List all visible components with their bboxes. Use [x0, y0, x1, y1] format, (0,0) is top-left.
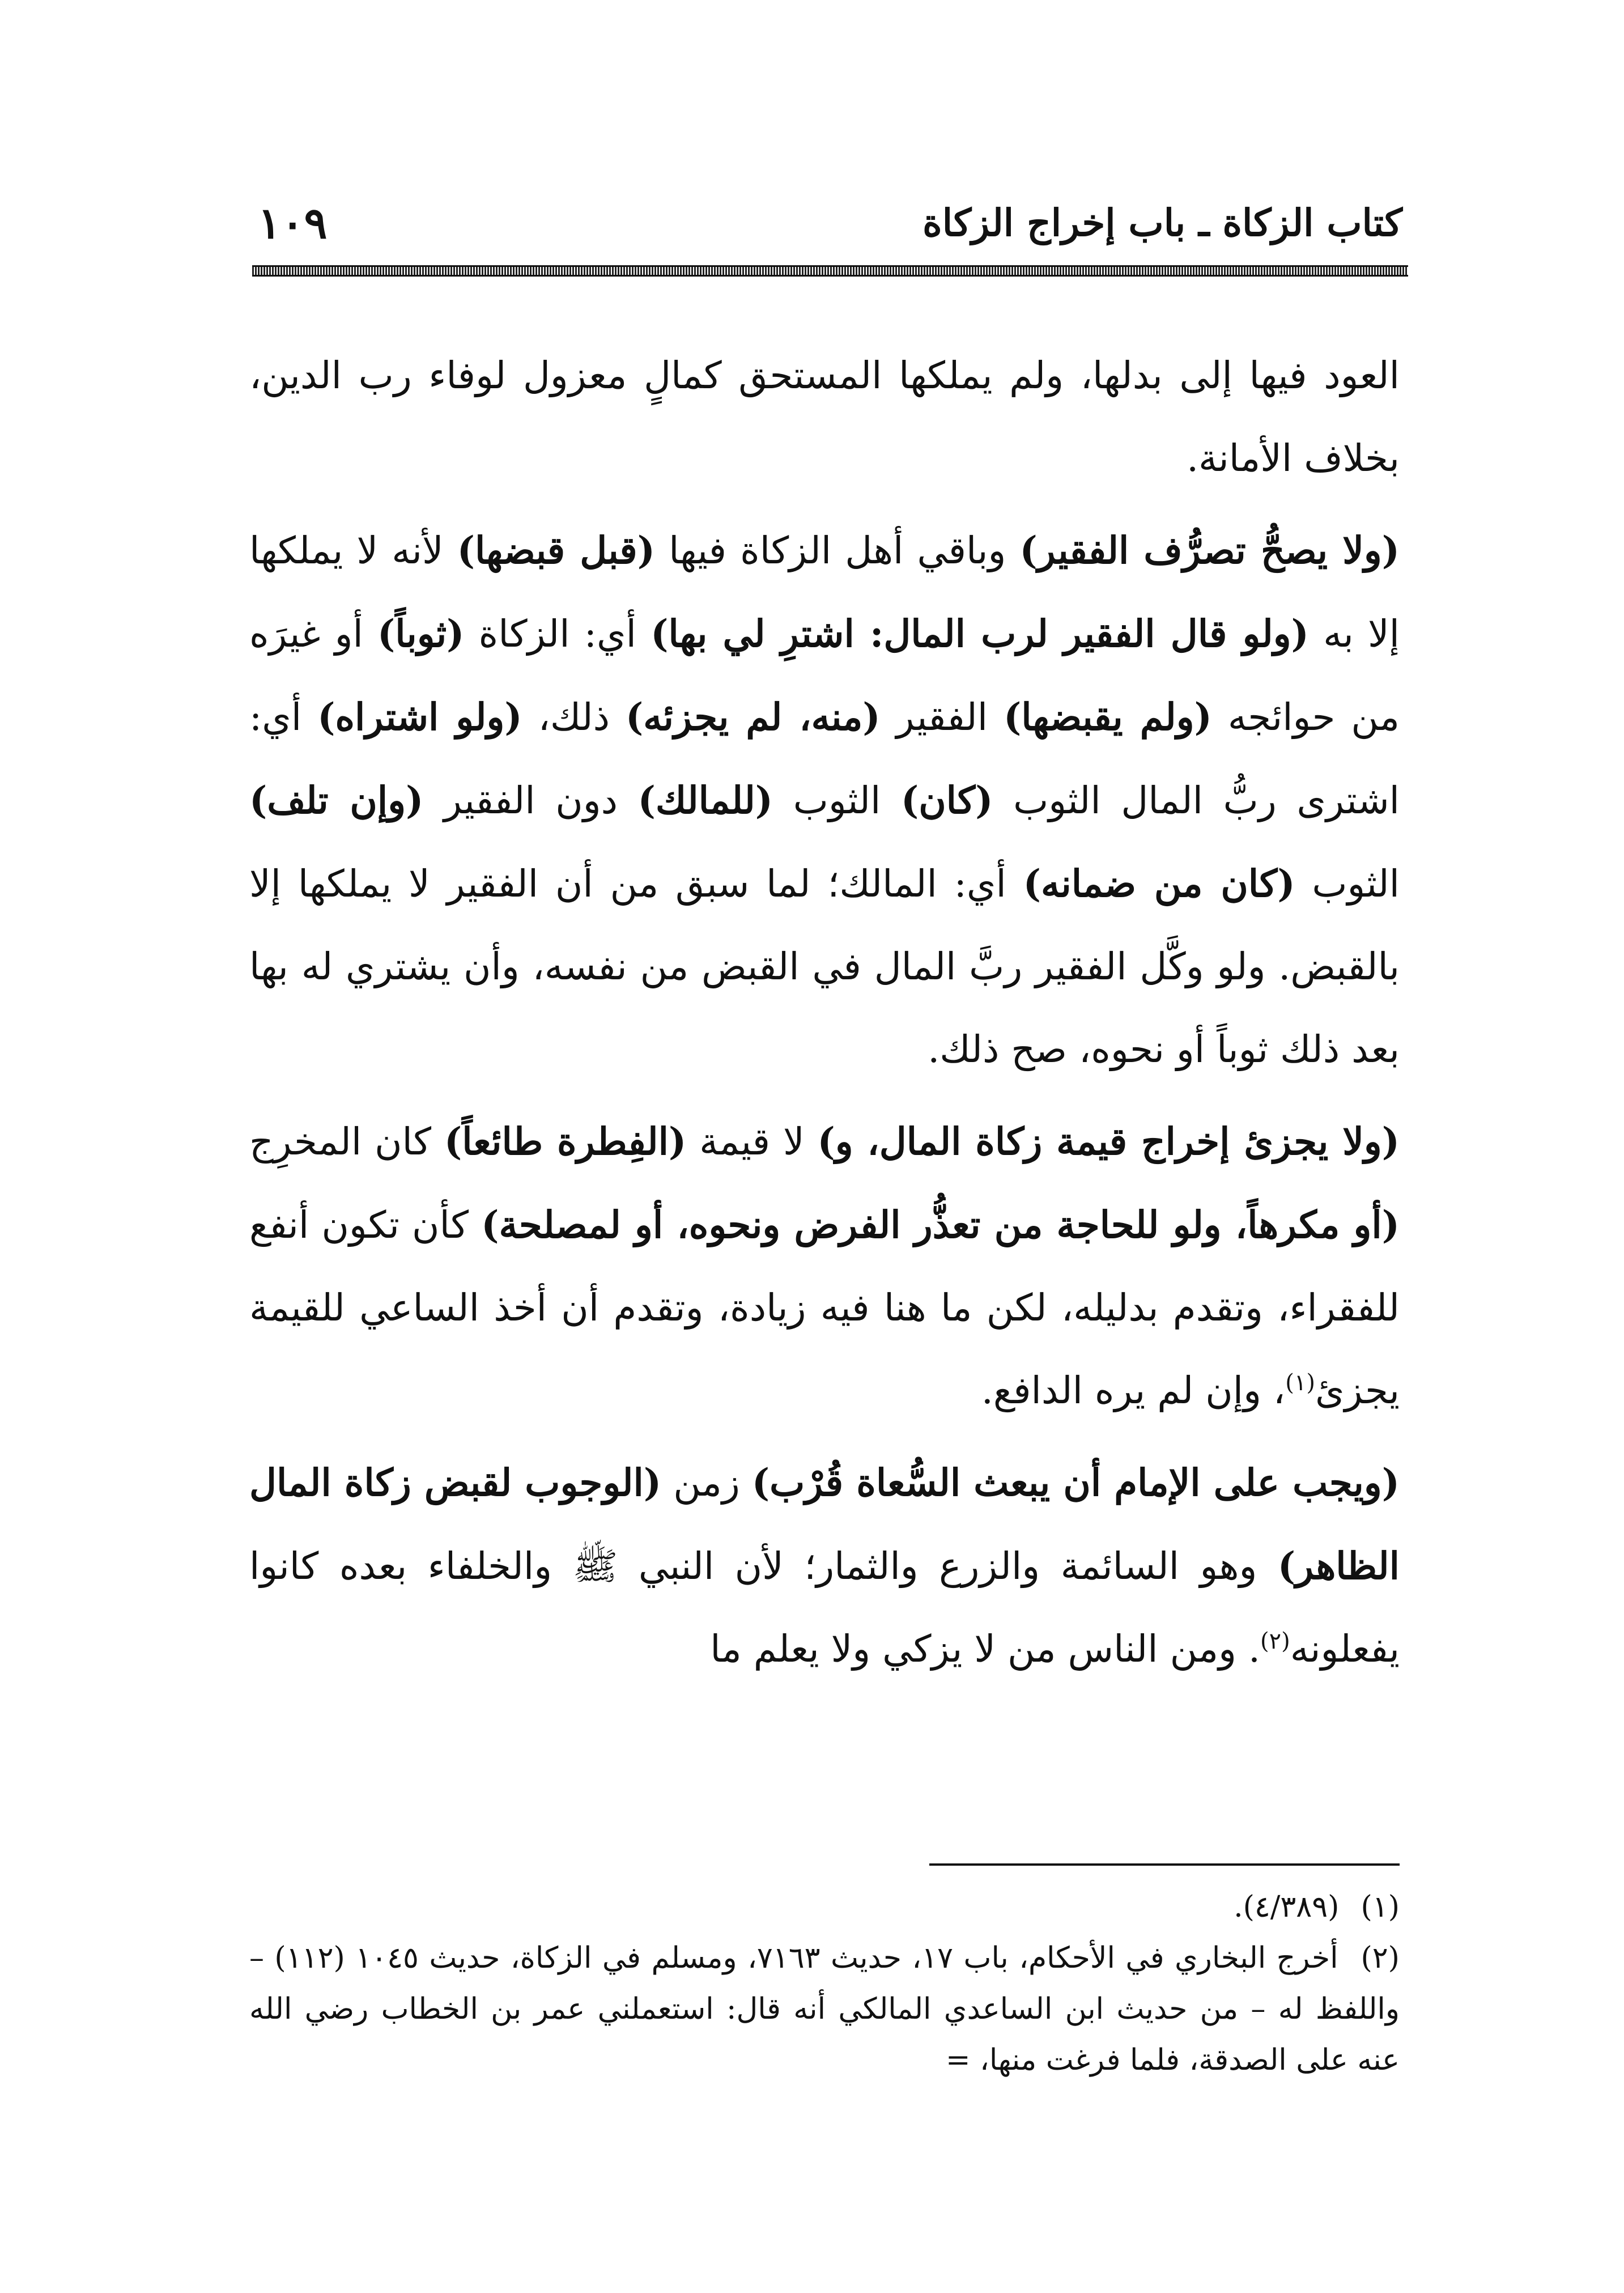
chapter-title: كتاب الزكاة ـ باب إخراج الزكاة — [922, 201, 1402, 245]
matn-phrase: (كان من ضمانه) — [1023, 861, 1295, 906]
sharh-text: الثوب — [1295, 862, 1400, 906]
sharh-text: لا قيمة — [686, 1120, 818, 1164]
footnote-ref-1[interactable]: (١) — [1285, 1370, 1315, 1396]
sharh-text: الفقير — [880, 695, 1004, 739]
matn-phrase: (قبل قبضها) — [457, 528, 655, 572]
sharh-text: أي: الزكاة — [464, 612, 651, 656]
sharh-text: وهو السائمة والزرع والثمار؛ لأن النبي ﷺ والخلفاء بعده كانوا يفعلونه — [249, 1544, 1400, 1671]
matn-phrase: (ولو قال الفقير لرب المال: اشترِ لي بها) — [651, 612, 1309, 656]
matn-phrase: (ولو اشتراه) — [317, 695, 522, 739]
running-header — [258, 192, 1402, 254]
matn-phrase: (الفِطرة طائعاً) — [444, 1119, 687, 1164]
sharh-text: أي: المالك؛ لما سبق من أن الفقير لا يملكها إلا بالقبض. ولو وكَّل الفقير ربَّ المال في القبض من نفسه، وأن يشتري له بها بعد ذلك ثوباً أو نحوه، صح ذلك. — [249, 862, 1400, 1071]
page-number: ١٠٩ — [258, 197, 328, 248]
matn-phrase: (ثوباً) — [377, 612, 465, 656]
paragraph-4 — [249, 1441, 1400, 1691]
footnote-2 — [249, 1933, 1400, 2086]
sharh-text: أو غيرَه من حوائجه — [249, 612, 1400, 739]
matn-phrase: (منه، لم يجزئه) — [626, 695, 881, 739]
sharh-text: كأن تكون أنفع للفقراء، وتقدم بدليله، لكن ما هنا فيه زيادة، وتقدم أن أخذ الساعي للقيمة يجزئ — [249, 1203, 1400, 1412]
header-divider — [252, 265, 1408, 277]
matn-phrase: (ولا يصحُّ تصرُّف الفقير) — [1019, 528, 1400, 572]
sharh-text: لأنه لا يملكها إلا به — [249, 529, 1400, 656]
matn-phrase: (ولم يقبضها) — [1004, 695, 1212, 739]
footnote-number: (٢) — [1361, 1941, 1400, 1975]
matn-phrase: (للمالك) — [637, 778, 773, 822]
paragraph-1: العود فيها إلى بدلها، ولم يملكها المستحق كمالٍ معزول لوفاء رب الدين، بخلاف الأمانة. — [249, 354, 1400, 480]
sharh-text: زمن — [661, 1461, 752, 1505]
matn-phrase: (ولا يجزئ إخراج قيمة زكاة المال، و) — [817, 1119, 1400, 1164]
matn-phrase: (وإن تلف) — [249, 778, 424, 822]
sharh-text: كان المخرِج — [249, 1120, 444, 1164]
matn-phrase: (كان) — [900, 778, 993, 822]
footnote-number: (١) — [1361, 1890, 1400, 1924]
paragraph-3 — [249, 1100, 1400, 1432]
matn-phrase: (الوجوب لقبض زكاة المال الظاهر) — [249, 1460, 1400, 1588]
sharh-text: وباقي أهل الزكاة فيها — [654, 529, 1020, 572]
sharh-text: ذلك، — [522, 695, 626, 739]
footnote-ref-2[interactable]: (٢) — [1260, 1628, 1290, 1654]
main-text — [249, 334, 1400, 1700]
footnote-1 — [249, 1882, 1400, 1933]
footnote-separator — [929, 1863, 1400, 1866]
paragraph-2 — [249, 509, 1400, 1091]
footnote-text: أخرج البخاري في الأحكام، باب ١٧، حديث ٧١٦٣، ومسلم في الزكاة، حديث ١٠٤٥ (١١٢) – واللفظ له – من حديث ابن الساعدي المالكي أنه قال: استعملني عمر بن الخطاب رضي الله عنه على الصدقة، فلما فرغت منها، = — [249, 1941, 1400, 2077]
sharh-text: الثوب — [773, 779, 901, 822]
footnote-text: (٤/٣٨٩). — [1234, 1890, 1340, 1924]
sharh-text: . ومن الناس من لا يزكي ولا يعلم ما — [710, 1627, 1260, 1671]
footnotes — [249, 1882, 1400, 2086]
sharh-text: دون الفقير — [423, 779, 638, 822]
matn-phrase: (أو مكرهاً، ولو للحاجة من تعذُّر الفرض ونحوه، أو لمصلحة) — [481, 1203, 1400, 1247]
matn-phrase: (ويجب على الإمام أن يبعث السُّعاة قُرْب) — [751, 1460, 1400, 1505]
sharh-text: أي: اشترى ربُّ المال الثوب — [249, 695, 1400, 822]
sharh-text: ، وإن لم يره الدافع. — [981, 1369, 1286, 1412]
